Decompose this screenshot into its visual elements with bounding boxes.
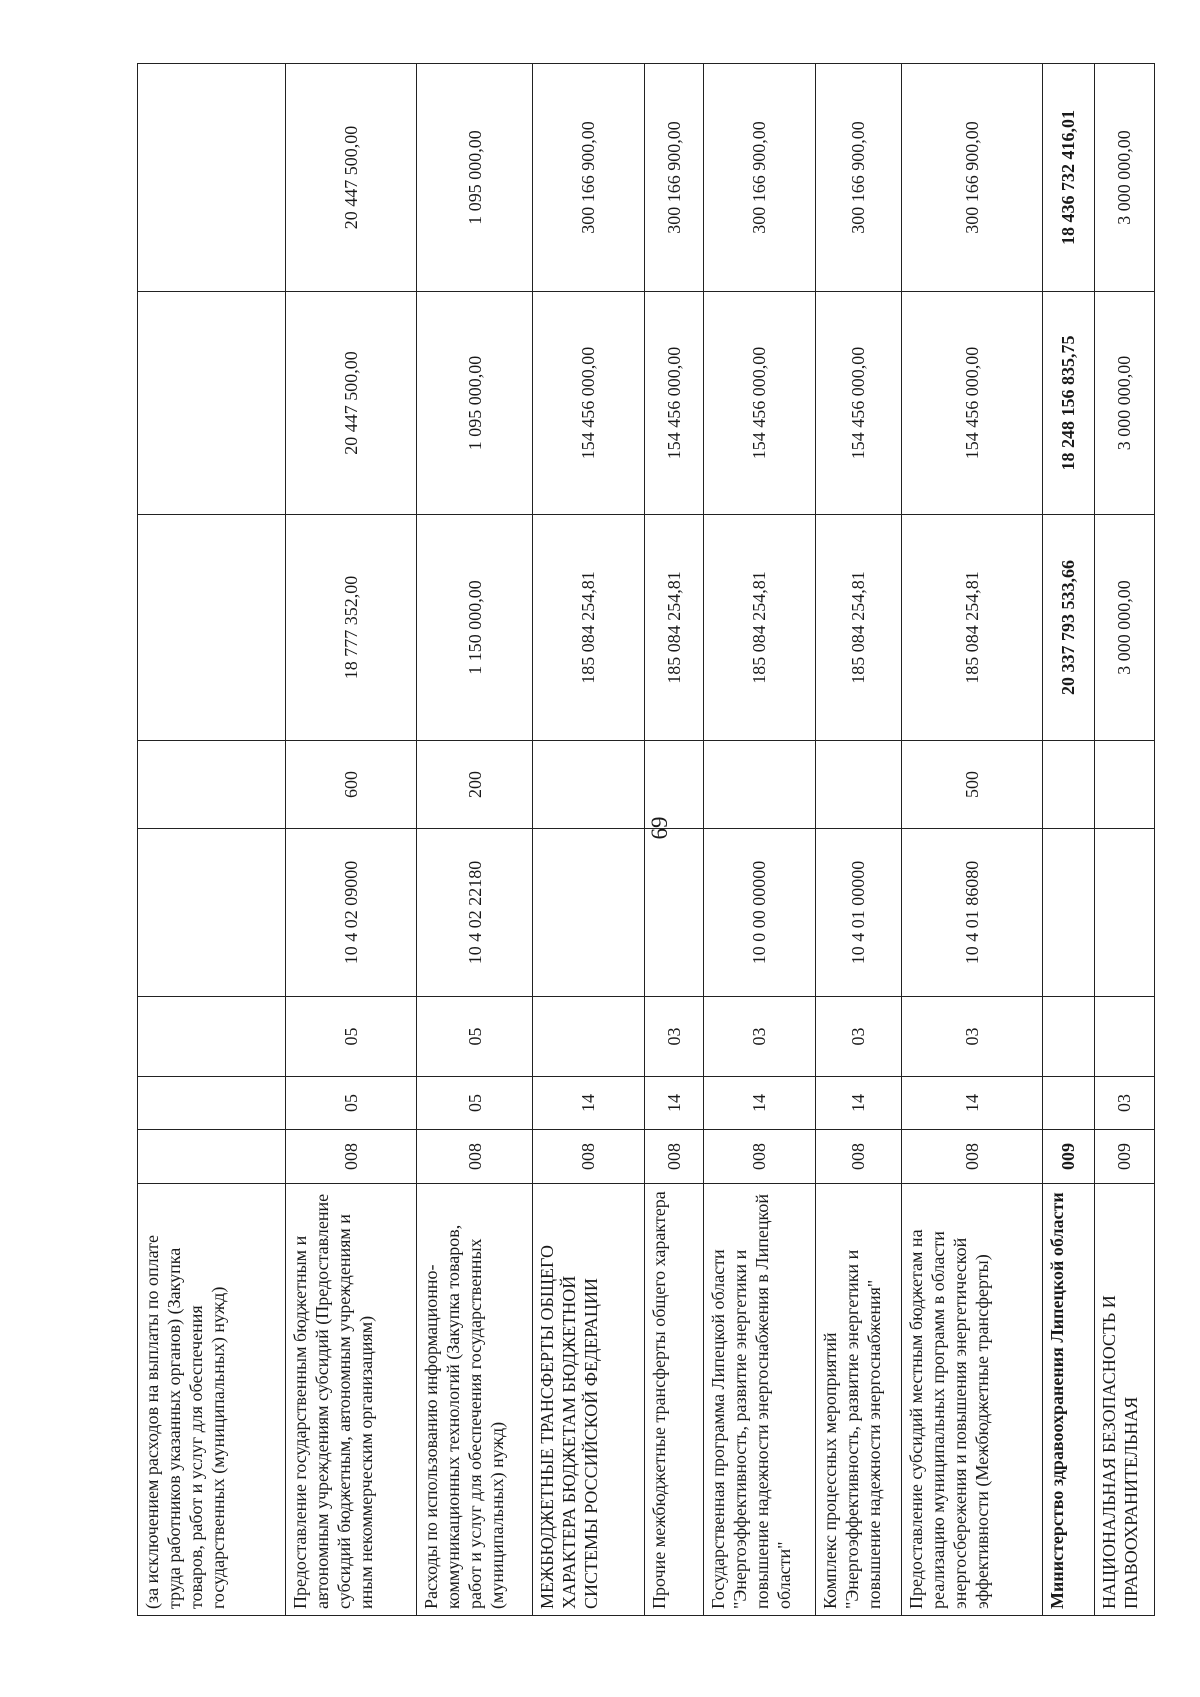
budget-table-container bbox=[137, 64, 1155, 1616]
amount-3-cell: 300 166 900,00 bbox=[644, 64, 703, 292]
expense-type-cell bbox=[815, 741, 901, 829]
target-article-cell: 10 4 02 09000 bbox=[286, 829, 417, 997]
ministry-code-cell: 008 bbox=[286, 1130, 417, 1184]
amount-3-cell bbox=[138, 64, 286, 292]
row-name-cell: Комплекс процессных мероприятий "Энергоэффективность, развитие энергетики и повышение надежности энергоснабжения" bbox=[815, 1184, 901, 1616]
expense-type-cell bbox=[644, 741, 703, 829]
amount-2-cell: 154 456 000,00 bbox=[703, 292, 815, 515]
amount-3-cell: 300 166 900,00 bbox=[901, 64, 1042, 292]
table-row bbox=[138, 64, 286, 1616]
section-code-cell: 05 bbox=[286, 1077, 417, 1130]
ministry-code-cell: 009 bbox=[1094, 1130, 1154, 1184]
amount-1-cell: 185 084 254,81 bbox=[532, 515, 644, 741]
section-code-cell bbox=[1042, 1077, 1094, 1130]
row-name-cell: Министерство здравоохранения Липецкой области bbox=[1042, 1184, 1094, 1616]
ministry-code-cell: 008 bbox=[703, 1130, 815, 1184]
target-article-cell bbox=[644, 829, 703, 997]
amount-3-cell: 300 166 900,00 bbox=[815, 64, 901, 292]
budget-table bbox=[137, 63, 1155, 1616]
amount-2-cell: 3 000 000,00 bbox=[1094, 292, 1154, 515]
ministry-code-cell: 008 bbox=[815, 1130, 901, 1184]
amount-1-cell: 1 150 000,00 bbox=[417, 515, 532, 741]
section-code-cell: 03 bbox=[1094, 1077, 1154, 1130]
ministry-code-cell: 008 bbox=[532, 1130, 644, 1184]
subsection-code-cell: 05 bbox=[417, 997, 532, 1077]
row-name-cell: Предоставление субсидий местным бюджетам на реализацию муниципальных программ в области энергосбережения и повышения энергетической эффективности (Межбюджетные трансферты) bbox=[901, 1184, 1042, 1616]
amount-3-cell: 20 447 500,00 bbox=[286, 64, 417, 292]
amount-2-cell: 18 248 156 835,75 bbox=[1042, 292, 1094, 515]
row-name-cell: МЕЖБЮДЖЕТНЫЕ ТРАНСФЕРТЫ ОБЩЕГО ХАРАКТЕРА БЮДЖЕТАМ БЮДЖЕТНОЙ СИСТЕМЫ РОССИЙСКОЙ ФЕДЕРАЦИИ bbox=[532, 1184, 644, 1616]
section-code-cell: 14 bbox=[532, 1077, 644, 1130]
ministry-code-cell: 008 bbox=[644, 1130, 703, 1184]
table-row bbox=[1094, 64, 1154, 1616]
row-name-cell: Прочие межбюджетные трансферты общего характера bbox=[644, 1184, 703, 1616]
target-article-cell: 10 4 02 22180 bbox=[417, 829, 532, 997]
subsection-code-cell: 03 bbox=[644, 997, 703, 1077]
row-name-cell: Предоставление государственным бюджетным и автономным учреждениям субсидий (Предоставление субсидий бюджетным, автономным учреждениям и иным некоммерческим организациям) bbox=[286, 1184, 417, 1616]
target-article-cell: 10 0 00 00000 bbox=[703, 829, 815, 997]
ministry-code-cell: 008 bbox=[417, 1130, 532, 1184]
subsection-code-cell: 03 bbox=[901, 997, 1042, 1077]
amount-1-cell: 185 084 254,81 bbox=[703, 515, 815, 741]
table-row bbox=[644, 64, 703, 1616]
amount-3-cell: 300 166 900,00 bbox=[532, 64, 644, 292]
row-name-cell: НАЦИОНАЛЬНАЯ БЕЗОПАСНОСТЬ И ПРАВООХРАНИТЕЛЬНАЯ bbox=[1094, 1184, 1154, 1616]
subsection-code-cell bbox=[1042, 997, 1094, 1077]
target-article-cell bbox=[1042, 829, 1094, 997]
budget-table-rotated bbox=[137, 64, 1155, 1616]
page-number: 69 bbox=[647, 816, 672, 840]
subsection-code-cell: 05 bbox=[286, 997, 417, 1077]
row-name-cell: Государственная программа Липецкой области "Энергоэффективность, развитие энергетики и повышение надежности энергоснабжения в Липецкой области" bbox=[703, 1184, 815, 1616]
amount-3-cell: 300 166 900,00 bbox=[703, 64, 815, 292]
ministry-code-cell: 008 bbox=[901, 1130, 1042, 1184]
expense-type-cell bbox=[1094, 741, 1154, 829]
target-article-cell bbox=[1094, 829, 1154, 997]
expense-type-cell bbox=[532, 741, 644, 829]
amount-2-cell: 154 456 000,00 bbox=[901, 292, 1042, 515]
table-row bbox=[901, 64, 1042, 1616]
target-article-cell bbox=[138, 829, 286, 997]
subsection-code-cell bbox=[532, 997, 644, 1077]
table-row bbox=[1042, 64, 1094, 1616]
amount-1-cell: 3 000 000,00 bbox=[1094, 515, 1154, 741]
amount-2-cell: 154 456 000,00 bbox=[644, 292, 703, 515]
target-article-cell: 10 4 01 00000 bbox=[815, 829, 901, 997]
expense-type-cell bbox=[138, 741, 286, 829]
table-row bbox=[703, 64, 815, 1616]
subsection-code-cell: 03 bbox=[815, 997, 901, 1077]
amount-2-cell: 154 456 000,00 bbox=[532, 292, 644, 515]
amount-2-cell: 20 447 500,00 bbox=[286, 292, 417, 515]
row-name-cell: (за исключением расходов на выплаты по оплате труда работников указанных органов) (Закупка товаров, работ и услуг для обеспечения государственных (муниципальных) нужд) bbox=[138, 1184, 286, 1616]
amount-1-cell: 185 084 254,81 bbox=[815, 515, 901, 741]
target-article-cell: 10 4 01 86080 bbox=[901, 829, 1042, 997]
section-code-cell: 14 bbox=[703, 1077, 815, 1130]
expense-type-cell bbox=[1042, 741, 1094, 829]
section-code-cell: 14 bbox=[644, 1077, 703, 1130]
ministry-code-cell: 009 bbox=[1042, 1130, 1094, 1184]
amount-3-cell: 18 436 732 416,01 bbox=[1042, 64, 1094, 292]
section-code-cell: 14 bbox=[901, 1077, 1042, 1130]
subsection-code-cell bbox=[138, 997, 286, 1077]
table-row bbox=[286, 64, 417, 1616]
amount-3-cell: 3 000 000,00 bbox=[1094, 64, 1154, 292]
expense-type-cell: 500 bbox=[901, 741, 1042, 829]
ministry-code-cell bbox=[138, 1130, 286, 1184]
table-row bbox=[417, 64, 532, 1616]
target-article-cell bbox=[532, 829, 644, 997]
amount-1-cell: 185 084 254,81 bbox=[644, 515, 703, 741]
amount-2-cell bbox=[138, 292, 286, 515]
amount-1-cell: 185 084 254,81 bbox=[901, 515, 1042, 741]
section-code-cell bbox=[138, 1077, 286, 1130]
amount-1-cell: 18 777 352,00 bbox=[286, 515, 417, 741]
section-code-cell: 05 bbox=[417, 1077, 532, 1130]
expense-type-cell: 600 bbox=[286, 741, 417, 829]
amount-1-cell: 20 337 793 533,66 bbox=[1042, 515, 1094, 741]
amount-1-cell bbox=[138, 515, 286, 741]
row-name-cell: Расходы по использованию информационно-коммуникационных технологий (Закупка товаров, работ и услуг для обеспечения государственных (муниципальных) нужд) bbox=[417, 1184, 532, 1616]
amount-3-cell: 1 095 000,00 bbox=[417, 64, 532, 292]
table-row bbox=[532, 64, 644, 1616]
expense-type-cell bbox=[703, 741, 815, 829]
expense-type-cell: 200 bbox=[417, 741, 532, 829]
subsection-code-cell bbox=[1094, 997, 1154, 1077]
amount-2-cell: 1 095 000,00 bbox=[417, 292, 532, 515]
table-row bbox=[815, 64, 901, 1616]
amount-2-cell: 154 456 000,00 bbox=[815, 292, 901, 515]
section-code-cell: 14 bbox=[815, 1077, 901, 1130]
subsection-code-cell: 03 bbox=[703, 997, 815, 1077]
